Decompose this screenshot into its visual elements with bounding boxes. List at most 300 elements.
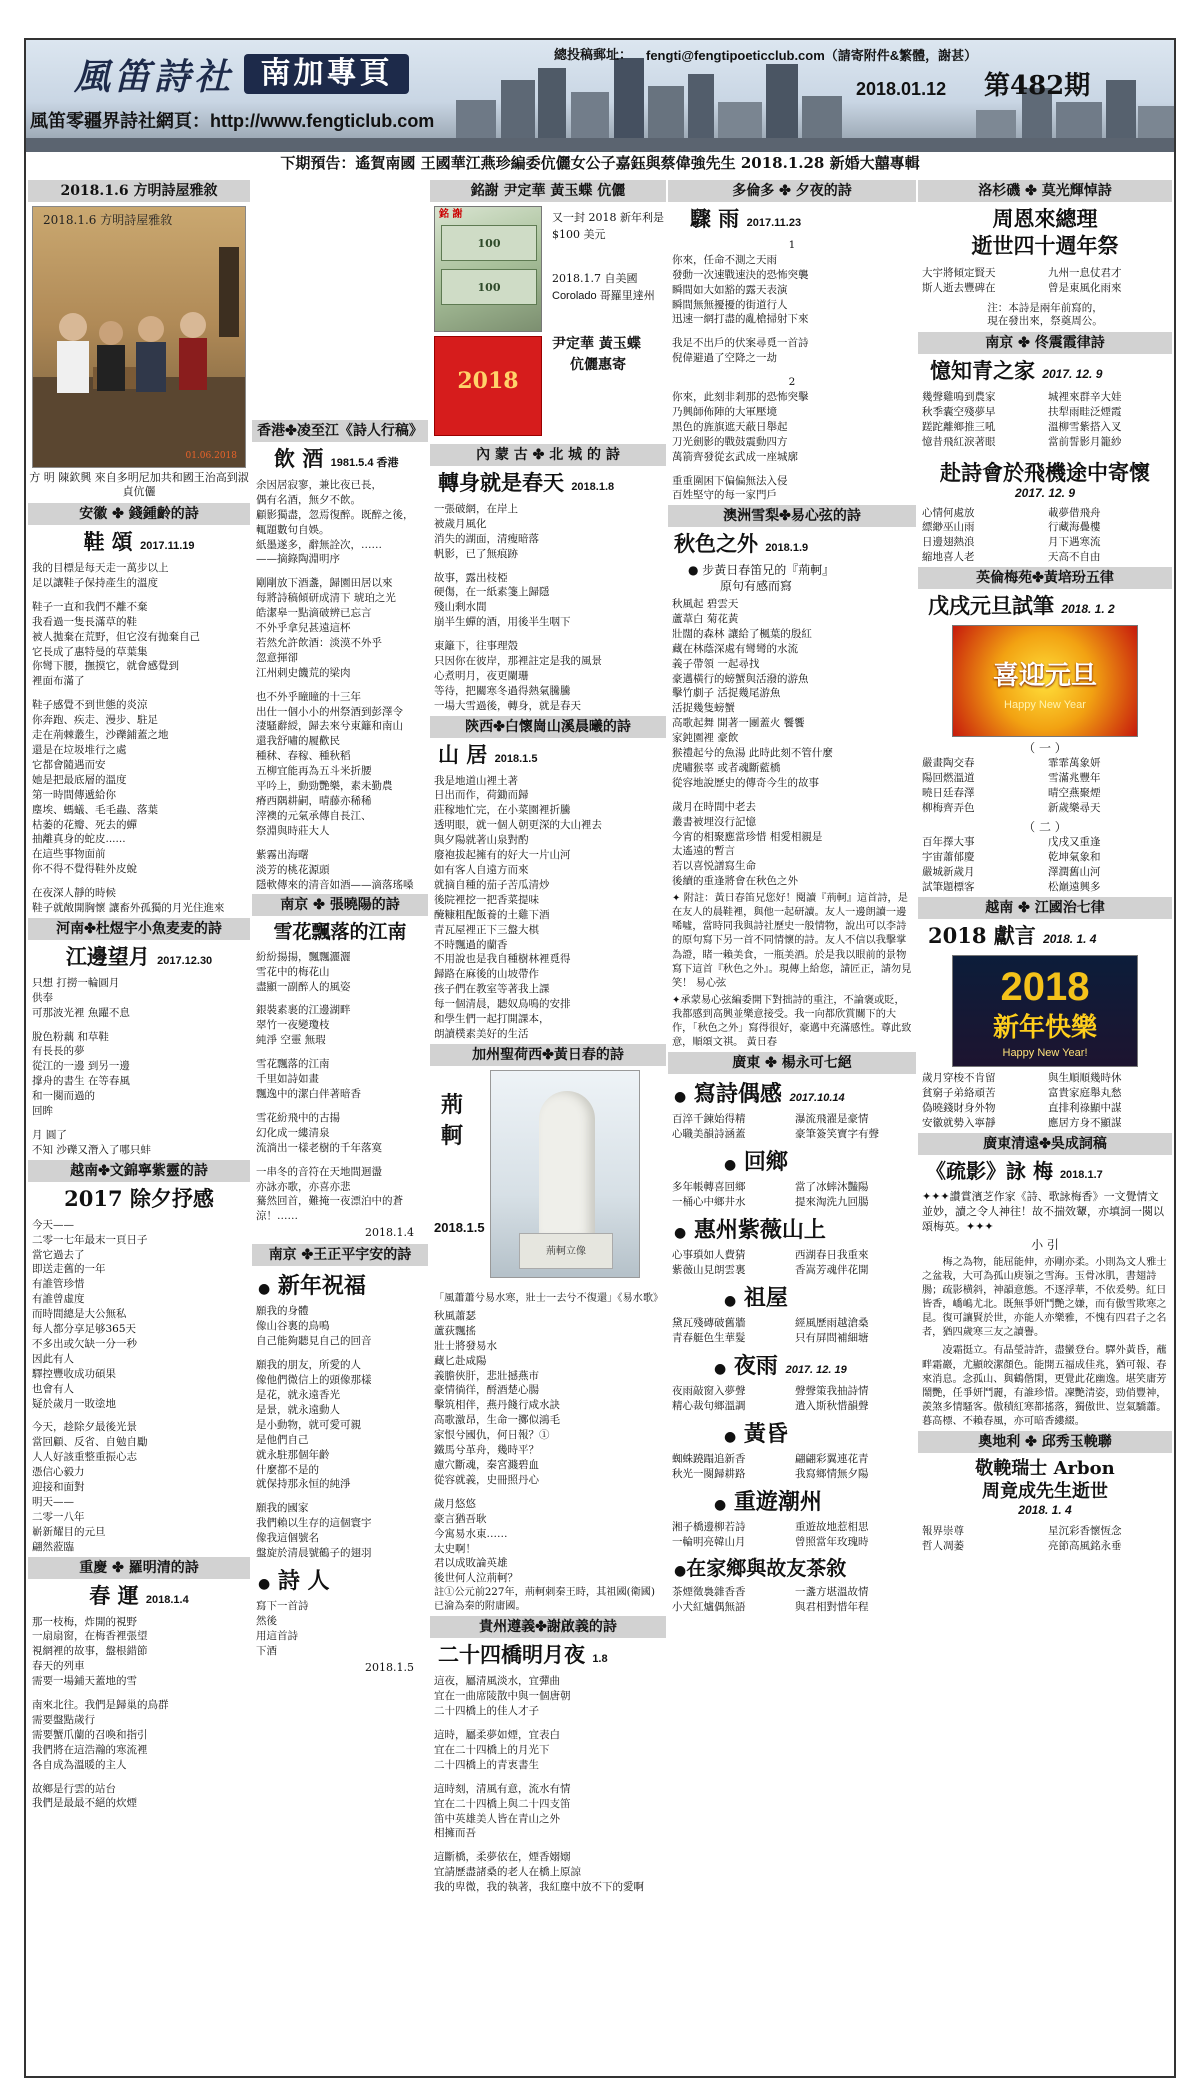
stanza-gap xyxy=(434,1841,662,1850)
verse-line: 試筆題標客 xyxy=(922,881,975,894)
stanza-gap xyxy=(672,465,912,474)
poem-line: 亦詠亦歌，亦喜亦悲 xyxy=(256,1180,351,1193)
poem-line: 瘠西隅耕嗣，晴藤亦稀稀 xyxy=(256,795,372,807)
poem-line: 像山谷裏的鳥鳴 xyxy=(256,1320,330,1333)
poem-line: 自己能夠聽見自己的回音 xyxy=(256,1335,372,1348)
poem-line: 後院裡挖一把香菜提味 xyxy=(434,893,539,906)
poem-line: 黑色的旌旗遮天蔽日舉起 xyxy=(672,420,788,433)
stanza-gap xyxy=(32,1021,246,1030)
stanza-gap xyxy=(256,1048,424,1057)
poem-line: 願我的朋友，所愛的人 xyxy=(256,1359,361,1372)
elegy-note: 注：本詩是兩年前寫的， xyxy=(987,301,1103,314)
quatrain xyxy=(668,1180,916,1210)
poem-line: 偶有名酒，無夕不飲。 xyxy=(256,493,361,506)
poem-line: 月 圓了 xyxy=(32,1129,67,1141)
poem-line: 寫下一首詩 xyxy=(256,1600,309,1613)
happy-new-year-image xyxy=(952,955,1138,1067)
poem-line: 和一闋而過的 xyxy=(32,1090,95,1103)
greeting-subtext: Happy New Year xyxy=(1004,699,1086,712)
verse-line: 九州一息仗君才 xyxy=(1048,266,1122,279)
poem-line: 平吟上，動勁艷樂，素未勤農 xyxy=(256,780,393,793)
greeting-text: 喜迎元旦 xyxy=(992,661,1097,692)
section-header: 英倫梅苑✤黃培玢五律 xyxy=(918,567,1172,589)
poem-line: 因此有人 xyxy=(32,1352,74,1365)
preface-text: 梅之為物，能屈能伸，亦剛亦柔。小則為文人雅士之盆栽，大可為孤山庾嶺之雪海。玉骨冰肌，書翅詩腸；疏影横斜，神韻意態。不逐浮華，不依爰勢。紅日皆香，嶠嶋尤北。既無爭妍鬥艷之嫌，而有傲雪欺寒之昆。復可讓賢於世，亦能人亦樂雅，不愧有四君子之名者，猶四歲寒三友之讀譽。 xyxy=(922,1256,1167,1339)
poem-line: 這時，屬柔夢如煙，宜表白 xyxy=(434,1728,560,1741)
poem-line: 2 xyxy=(788,376,796,389)
poem-line: 這時刻，清風有意，流水有情 xyxy=(434,1782,571,1795)
poem-subtitle: ● 步黃日春笛兄的『荊軻』 xyxy=(688,563,835,578)
poem-line: 幻化成一縷清泉 xyxy=(256,1126,330,1139)
verse-line: 陽回燃溫道 xyxy=(922,772,975,785)
greeting-text: 新年快樂 xyxy=(992,1012,1097,1043)
verse-line: 城裡來群辛大娃 xyxy=(1048,391,1122,404)
poetry-club-logo: 風笛詩社 xyxy=(74,56,235,98)
stanza-gap xyxy=(32,689,246,698)
poem-line: 是景，就永遠動人 xyxy=(256,1403,340,1416)
poem-title: 憶知青之家 2017. 12. 9 xyxy=(930,358,1103,384)
poem-line: 然後 xyxy=(256,1615,277,1628)
poem-line: ——摘錄陶淵明序 xyxy=(256,553,340,566)
verse-line: 重遊故地惹相思 xyxy=(795,1521,869,1534)
issue-date: 2018.01.12 xyxy=(856,79,947,99)
poem-date: 2018.1.5 xyxy=(434,1219,485,1235)
stanza-gap xyxy=(256,1102,424,1111)
column-5 xyxy=(918,178,1172,2072)
poem-line: 你彎下腰，撫摸它，就會感覺到 xyxy=(32,660,179,673)
stanza-gap xyxy=(672,327,912,336)
poem-line: 抽離真身的蛇皮...... xyxy=(32,833,126,846)
poem-line: 從江的一邊 到另一邊 xyxy=(32,1060,130,1073)
poem-line: 故事，露出枝椏 xyxy=(434,571,508,584)
poem-line: 雪花中的梅花山 xyxy=(256,965,330,978)
poem-line: 豪情徜徉，酹酒楚心腸 xyxy=(434,1384,539,1397)
poem-line: 回眸 xyxy=(32,1105,53,1118)
poem-line: 一張破網，在岸上 xyxy=(434,502,518,515)
couplet-title: 周竟成先生逝世 xyxy=(982,1480,1108,1502)
stanza-gap xyxy=(256,994,424,1003)
section-header: 越南 ✤ 江國治七律 xyxy=(918,897,1172,919)
poem-line: 裡面布滿了 xyxy=(32,675,85,688)
poem-line: 只因你在彼岸，那裡註定是我的風景 xyxy=(434,655,602,668)
poem-body xyxy=(28,1615,250,1812)
poem-line: 瞬間無無擾擾的街道行人 xyxy=(672,298,788,311)
stanza-gap xyxy=(434,1773,662,1782)
bill-face: 100 xyxy=(441,269,537,305)
poem-line: 從容地說歷史的傳奇今生的故事 xyxy=(672,776,819,789)
poem-line: 滓襖的元氣承傳自長江、 xyxy=(256,809,372,822)
verse-line: 雪滿兆豐年 xyxy=(1048,772,1101,785)
preface-heading: 小 引 xyxy=(1031,1237,1059,1252)
poem-line: 被歲月風化 xyxy=(434,517,487,530)
poem-line: 和學生們一起打開課本， xyxy=(434,1013,550,1026)
poem-line: 皓潔皋一點滴破辨已忘言 xyxy=(256,607,372,620)
poem-date: 2018.1.4 xyxy=(365,1226,414,1240)
quatrain xyxy=(668,1316,916,1346)
poem-line: 萬箭齊發從玄武成一座城廓 xyxy=(672,450,798,463)
poem-line: 視網裡的故事，盤根錯節 xyxy=(32,1645,148,1658)
poem-body xyxy=(668,597,916,889)
verse-line: 乾坤氣象和 xyxy=(1048,851,1101,864)
photo-date-stamp: 01.06.2018 xyxy=(185,451,237,462)
poem-line: 今天—— xyxy=(32,1218,74,1231)
poem-line: 發動一次速戰速決的恐怖突襲 xyxy=(672,268,809,281)
poem-line: 瞬間如大如豁的露天表演 xyxy=(672,283,788,296)
poem-line: 我的卑微，我的執著，我紅塵中放不下的愛啊 xyxy=(434,1881,644,1894)
verse-line: 直排利祿顯中謀 xyxy=(1048,1101,1122,1114)
poem-line: 從容就義，史冊照丹心 xyxy=(434,1473,539,1486)
poem-title: 江邊望月 2017.12.30 xyxy=(65,943,213,969)
poem-line: 明天—— xyxy=(32,1496,74,1508)
poem-line: 你奔跑、疾走、漫步、駐足 xyxy=(32,714,158,727)
club-website[interactable]: 風笛零疆界詩社網頁：http://www.fengticlub.com xyxy=(30,111,435,131)
poem-title: ● 新年祝福 xyxy=(258,1273,366,1300)
statue-figure xyxy=(539,1091,595,1241)
poem-line: 淡芳的桃花源頭 xyxy=(256,863,330,876)
poem-title: 二十四橋明月夜 1.8 xyxy=(438,1642,608,1668)
section-header: 香港✤凌至江《詩人行稿》 xyxy=(252,420,428,442)
stanza-gap xyxy=(434,562,662,571)
verse-line: 瀑流飛濯是豪情 xyxy=(795,1113,869,1126)
poem-line: 紛紛揚揚，飄飄灑灑 xyxy=(256,950,351,963)
verse-line: 歲月穿梭不肯留 xyxy=(922,1071,996,1084)
poem-line: 盡顯一副醉人的風姿 xyxy=(256,980,351,993)
poem-line: 宜在二十四橋上與二十四支笛 xyxy=(434,1797,571,1810)
verse-line: 與生順順幾時休 xyxy=(1048,1071,1122,1084)
poem-line: 與夕陽就著山泉對酌 xyxy=(434,834,529,847)
verse-line: 一盞方堪溫故情 xyxy=(795,1586,869,1599)
poem-line: 猴禮起兮的魚湯 此時此刻不管什麼 xyxy=(672,747,833,760)
verse-line: 一輪明亮韓山月 xyxy=(672,1535,746,1548)
verse-line: 應居方身不顯謀 xyxy=(1048,1116,1122,1129)
poem-line: 南來北往。我們是歸巢的鳥群 xyxy=(32,1699,169,1712)
poem-line: 青瓦屋裡正下三盤大棋 xyxy=(434,923,539,936)
poem-line: 朗讀樸素美好的生活 xyxy=(434,1027,529,1040)
poem-line: 當它過去了 xyxy=(32,1248,85,1261)
poem-line: 豪邁橫行的螃蟹與活潑的游魚 xyxy=(672,672,809,685)
poem-line: 擊筑相伴，燕丹餞行咸水訣 xyxy=(434,1399,560,1412)
verse-line: 當了冰蟀沐豔陽 xyxy=(795,1181,869,1194)
poem-title: ● 祖屋 xyxy=(724,1284,788,1311)
section-header: 廣東 ✤ 楊永可七絕 xyxy=(668,1052,916,1074)
poem-date: 2017. 12. 9 xyxy=(1014,486,1076,501)
bill-face: 100 xyxy=(441,225,537,261)
poem-line: 倪偉避過了空降之一劫 xyxy=(672,352,777,365)
poem-line: 翠竹一夜變瓊枝 xyxy=(256,1019,330,1032)
verse-line: 聲聲策我抽詩情 xyxy=(795,1385,869,1398)
poem-line: 高歌起舞 開著一團蓋火 饗饗 xyxy=(672,717,805,730)
poem-line: 像我這個號名 xyxy=(256,1532,319,1545)
poem-line: 在這些事物面前 xyxy=(32,848,106,861)
verse-line: 小犬紅爐偶無語 xyxy=(672,1601,746,1614)
poem-line: 相擁而吾 xyxy=(434,1827,476,1840)
poem-line: 我是地道山裡土著 xyxy=(434,774,518,787)
verse-line: 斯人逝去豐碑在 xyxy=(922,281,996,294)
photo-caption-overlay: 2018.1.6 方明詩屋雅敘 xyxy=(43,213,173,227)
poem-line: 日出而作，荷鋤而歸 xyxy=(434,789,529,802)
verse-line: 嚴畫陶交春 xyxy=(922,757,975,770)
poem-line: 江州刺史饑荒的梁肉 xyxy=(256,666,351,679)
poem-line: 就永駐那個年齡 xyxy=(256,1448,330,1461)
poem-subtitle: 原句有感而寫 xyxy=(720,578,793,593)
poem-body xyxy=(28,976,250,1158)
poem-line: 我們賴以生存的這個寰宇 xyxy=(256,1517,372,1530)
poem-line: 刀光劍影的戰鼓震動四方 xyxy=(672,435,788,448)
verse-line: 當前誓影月籠紗 xyxy=(1048,436,1122,449)
poem-line: 義膽俠肝，悲壯撼燕市 xyxy=(434,1369,539,1382)
poem-line: 疑於歲月一敗塗地 xyxy=(32,1397,116,1410)
poem-line: 枯萎的花瓣、死去的蟬 xyxy=(32,818,137,831)
verse-line: 報界崇尊 xyxy=(922,1525,964,1538)
poem-line: 是小動物，就可愛可親 xyxy=(256,1418,361,1431)
poem-title: ● 寫詩偶感 2017.10.14 xyxy=(674,1081,845,1108)
section-header: 奧地利 ✤ 邱秀玉輓聯 xyxy=(918,1431,1172,1453)
poem-line: 醃糠粗配飯養的土雞下酒 xyxy=(434,908,550,921)
verse-line: 曉日廷春澤 xyxy=(922,787,975,800)
poem-line: 驛控豐收成功碩果 xyxy=(32,1367,116,1380)
verse-line: 行藏海疊樓 xyxy=(1048,521,1101,534)
poem-line: 雪花飄落的江南 xyxy=(256,1058,330,1071)
poem-title: 驟 雨 2017.11.23 xyxy=(690,206,802,231)
donor-names: 尹定華 黃玉蝶 xyxy=(552,336,641,352)
verse-line: 貧窮子弟絡頑苦 xyxy=(922,1086,996,1099)
poem-line: 透明眼，就一個人朝更深的大山裡去 xyxy=(434,819,602,832)
section-header: 越南✤文錦寧紫靈的詩 xyxy=(28,1160,250,1182)
poem-line: 崩半生蟬的酒，用後半生咽下 xyxy=(434,616,571,629)
jing-ke-statue-photo xyxy=(490,1070,640,1278)
verse-line: 憶昔飛紅淚著眼 xyxy=(922,436,996,449)
submission-email[interactable]: fengti@fengtipoeticclub.com（請寄附件&繁體，謝甚） xyxy=(646,48,978,63)
poem-title: 轉身就是春天 2018.1.8 xyxy=(438,470,615,495)
quatrain xyxy=(668,1384,916,1414)
poem-line: 忽意揮卻 xyxy=(256,651,298,664)
poem-line: 只想 打撈一輪圓月 xyxy=(32,976,120,989)
poem-line: 種秫、春稼、種秋稻 xyxy=(256,750,351,763)
poem-line: 它長成了惠特曼的草葉集 xyxy=(32,645,148,658)
poem-line: 顧影獨盡，忽焉復醉。既醉之後， xyxy=(256,508,414,521)
poem-note: ✦承蒙易心弦編委開下對拙詩的重注，不論褒或貶，我都感到高興並樂意接受。我一向都欣賞關下的大作，「秋色之外」寫得很好，豪邁中充滿感性。尊此致意，順頌文祺。 黃日春 xyxy=(672,994,912,1048)
poem-line: 二十四橋上的青衷書生 xyxy=(434,1758,539,1771)
poem-line: 帆影，已了無痕跡 xyxy=(434,547,518,560)
poem-line: 義子帶領 一起尋找 xyxy=(672,657,760,670)
poem-line: 還我舒嘯的履歡民 xyxy=(256,735,340,748)
verse-line: 曾是東風化雨來 xyxy=(1048,281,1122,294)
poem-line: 純淨 空靈 無瑕 xyxy=(256,1034,326,1047)
poem-line: 不用說也是我自種樹林裡覓得 xyxy=(434,953,571,966)
poem-line: 等待，把關寒冬過得熱氣騰騰 xyxy=(434,684,571,697)
section-header: 重慶 ✤ 羅明清的詩 xyxy=(28,1557,250,1579)
poem-line: 孩子們在教室等著我上課 xyxy=(434,983,550,996)
poem-line: 第一時間傳遞給你 xyxy=(32,788,116,801)
poem-line: 飄逸中的潔白伴著暗香 xyxy=(256,1088,361,1100)
stanza-gap xyxy=(32,1411,246,1420)
poem-title: ● 黃昏 xyxy=(724,1420,788,1447)
poem-line: 宜請歷盡諸桑的老人在橋上原諒 xyxy=(434,1866,581,1879)
poem-title: 春 運 2018.1.4 xyxy=(89,1582,189,1608)
verse-line: 夜雨敲窗入夢聲 xyxy=(672,1385,746,1398)
poem-body xyxy=(252,1304,428,1561)
stanza-gap xyxy=(256,1156,424,1165)
poem-line: 足以讓鞋子保持產生的溫度 xyxy=(32,576,158,589)
poem-line: 余因居寂寥，兼比夜已長， xyxy=(256,478,382,491)
new-year-greeting-image xyxy=(952,625,1138,737)
poem-line: 有誰曾虛度 xyxy=(32,1293,85,1306)
stanza-gap xyxy=(32,1689,246,1698)
poem-line: 像他們微信上的頭像那樣 xyxy=(256,1374,372,1387)
section-header: 南京 ✤王正平宇安的詩 xyxy=(252,1244,428,1266)
poem-line: 今寓易水東…… xyxy=(434,1527,508,1540)
verse-line: 黛瓦殘磚破舊牆 xyxy=(672,1317,746,1330)
couplet-date: 2018. 1. 4 xyxy=(1018,1502,1072,1517)
poem-line: 硬傷，在一紙素箋上歸隱 xyxy=(434,586,550,599)
regulated-verse xyxy=(918,506,1172,566)
verse-line: 精心裁句鄉溫調 xyxy=(672,1399,746,1412)
thanks-stamp: 銘 謝 xyxy=(439,209,463,220)
stanza-gap xyxy=(256,1492,424,1501)
poem-line: 憑信心毅力 xyxy=(32,1466,85,1479)
poem-line: 可那波光裡 魚躍不息 xyxy=(32,1006,130,1019)
verse-line: 我寫鄉情無夕陽 xyxy=(795,1467,869,1480)
vertical-title: 荊軻 xyxy=(440,1091,463,1149)
poem-line: 願我的國家 xyxy=(256,1502,309,1515)
poem-line: 而時間總是大公無私 xyxy=(32,1308,127,1321)
poem-body xyxy=(28,1218,250,1555)
stanza-gap xyxy=(32,1773,246,1782)
poem-line: 後續的重逢將會在秋色之外 xyxy=(672,875,798,888)
greeting-subtext: Happy New Year! xyxy=(1002,1046,1088,1059)
poem-line: 撑舟的書生 在等春風 xyxy=(32,1075,130,1088)
poem-line: 銀裝素裹的江邊湖畔 xyxy=(256,1004,351,1017)
poem-line: 豪言猶吾耿 xyxy=(434,1512,487,1525)
poem-line: 塵埃、螞蟻、毛毛蟲、落葉 xyxy=(32,803,158,816)
verse-line: 與君相對惜年程 xyxy=(795,1601,869,1614)
stanza-gap xyxy=(672,366,912,375)
stanza-number: （ 二 ） xyxy=(1023,820,1067,835)
poem-body xyxy=(252,478,428,893)
poem-line: 消失的湖面，清瘦暗落 xyxy=(434,532,539,545)
poem-body xyxy=(430,1674,666,1895)
verse-line: 秋季囊空殘夢早 xyxy=(922,406,996,419)
section-header: 洛杉磯 ✤ 莫光輝悼詩 xyxy=(918,180,1172,202)
dollar-bill-image xyxy=(434,206,542,332)
verse-line: 大宇將傾定賢天 xyxy=(922,266,996,279)
verse-line: 澤潤舊山河 xyxy=(1048,866,1101,879)
verse-line: 茶煙徵裊雜香香 xyxy=(672,1586,746,1599)
poem-line: 這斷橋，柔夢依在，煙香嫋嫋 xyxy=(434,1851,571,1864)
poem-line: 二零一八年 xyxy=(32,1510,85,1523)
section-header: 陝西✤白懷崗山溪晨曦的詩 xyxy=(430,716,666,738)
stanza-gap xyxy=(256,681,424,690)
poem-line: 蘆荻飄搖 xyxy=(434,1324,476,1337)
poem-line: 乃興師佈陣的大軍壓境 xyxy=(672,405,777,418)
poem-line: 淒騷辭綬，歸去來兮東籬和南山 xyxy=(256,720,403,733)
quatrain xyxy=(668,1112,916,1142)
verse-line: 幾聲雞鳴到農家 xyxy=(922,391,996,404)
gift-acknowledgement xyxy=(430,206,666,442)
elegiac-couplet xyxy=(918,1524,1172,1554)
poem-line: 鐵馬兮革舟，幾時平？ xyxy=(434,1444,539,1457)
poem-line: 你不得不覺得鞋外皮蛻 xyxy=(32,863,137,876)
section-header: 貴州遵義✤謝啟義的詩 xyxy=(430,1616,666,1638)
poem-line: 千里如詩如畫 xyxy=(256,1073,319,1086)
gift-date: 2018.1.7 自美國 xyxy=(552,272,638,285)
poem-line: 是他們自己 xyxy=(256,1433,309,1446)
poem-line: 故鄉是行雲的站台 xyxy=(32,1782,116,1795)
poem-line: 供奉 xyxy=(32,991,53,1004)
poem-line: 人人好該重整重振心志 xyxy=(32,1451,137,1464)
verse-line: 富貴家庭舉丸愁 xyxy=(1048,1086,1122,1099)
verse-line: 宇宙蕭郁慶 xyxy=(922,851,975,864)
poem-title: 2018 獻言 2018. 1. 4 xyxy=(928,923,1097,949)
verse-line: 只有屏問補細塘 xyxy=(795,1332,869,1345)
poem-line: 蘆葦白 菊花黃 xyxy=(672,612,739,625)
column-4 xyxy=(668,178,916,2072)
verse-line: 日邊翅熱浪 xyxy=(922,536,975,549)
poem-line: 迅速一網打盡的亂槍掃射下來 xyxy=(672,313,809,326)
poem-line: 莊稼地忙完，在小菜園裡折騰 xyxy=(434,804,571,817)
poem-line: 你來，任命不測之天雨 xyxy=(672,253,777,266)
poem-line: 當回顧、反省、自勉自勵 xyxy=(32,1436,148,1449)
verse-line: 經風歷雨越滄桑 xyxy=(795,1317,869,1330)
couplet-title: 敬輓瑞士 Arbon xyxy=(975,1457,1115,1479)
poem-line: 若以喜悦譜寫生命 xyxy=(672,860,756,873)
photo-caption: 方 明 陳欽興 來自多明尼加共和國王治高到淑貞伉儷 xyxy=(29,471,249,499)
stanza-gap xyxy=(32,1119,246,1128)
poem-line: 每一個清晨，聽奴鳥鳴的安排 xyxy=(434,998,571,1011)
poem-line: 紙墨遂多，辭無詮次，…… xyxy=(256,538,382,551)
poem-line: 每人都分享足够365天 xyxy=(32,1323,137,1336)
poem-line: 不外乎拿兒甚遠這杯 xyxy=(256,622,351,635)
gift-amount: $100 美元 xyxy=(552,227,606,241)
poem-line: 我們將在這浩瀚的寒流裡 xyxy=(32,1743,148,1756)
verse-line: 湘子橋邊柳若詩 xyxy=(672,1521,746,1534)
poem-line: 一串冬的音符在天地間迴盪 xyxy=(256,1165,382,1178)
quatrain xyxy=(668,1452,916,1482)
poem-line: 歸路在麻後的山坡帶作 xyxy=(434,968,539,981)
verse-line: 紫薇山見朗雲裏 xyxy=(672,1264,746,1277)
poem-date: 2018.1.5 xyxy=(365,1660,414,1674)
column-3 xyxy=(430,178,666,2072)
poem-title: ● 惠州紫薇山上 xyxy=(674,1216,826,1243)
verse-line: 西湖春日我重來 xyxy=(795,1249,869,1262)
poem-line: 紫霧出海曙 xyxy=(256,848,309,861)
poem-line: 一場大雪過後，轉身，就是春天 xyxy=(434,699,581,712)
stanza-gap xyxy=(32,591,246,600)
masthead-banner xyxy=(26,40,1174,152)
poem-line: 宜在二十四橋上的月光下 xyxy=(434,1743,550,1756)
statue-block xyxy=(430,1070,666,1292)
poem-line: 各自成為溫暖的主人 xyxy=(32,1758,127,1771)
stanza-gap xyxy=(256,567,424,576)
poem-line: 壯闊的森林 讓給了楓葉的殷紅 xyxy=(672,627,812,640)
section-header: 南京 ✤ 張曉陽的詩 xyxy=(252,894,428,916)
poem-line: 秋風起 碧雲天 xyxy=(672,597,739,610)
poem-body xyxy=(28,561,250,916)
red-envelope-image: 2018 xyxy=(434,336,542,436)
poem-body xyxy=(252,950,428,1225)
poem-note: ✦ 附註：黃日春笛兄您好！閱讀『荊軻』這首詩，是在友人的晨鞋裡，與他一起研讀。友人一邊朗讀一邊唏噓，當時同我與詩社歷史一般情物，說出可以李詩的原句寫下另一首不同情懷的詩。友人不信以我擊掌為證，睹一賴美食，一瓶美酒。於是我以眼前的景物寫下這首『秋色之外』。現傳上給您，請匠正，請勿見笑！ 易心弦 xyxy=(672,893,912,989)
elegy-note: 現在發出來，祭奠周公。 xyxy=(987,315,1103,327)
poem-title: 秋色之外 2018.1.9 xyxy=(674,531,809,557)
verse-line: 天高不自由 xyxy=(1048,551,1101,564)
elegy-title: 周恩來總理 xyxy=(992,206,1098,231)
stanza-gap xyxy=(434,630,662,639)
poem-title: 2017 除夕抒感 xyxy=(64,1185,214,1211)
verse-line: 縹緲巫山雨 xyxy=(922,521,975,534)
poem-line: 鞋子一直和我們不離不棄 xyxy=(32,600,148,613)
quatrain xyxy=(668,1520,916,1550)
poem-line: 歲月悠悠 xyxy=(434,1497,476,1510)
